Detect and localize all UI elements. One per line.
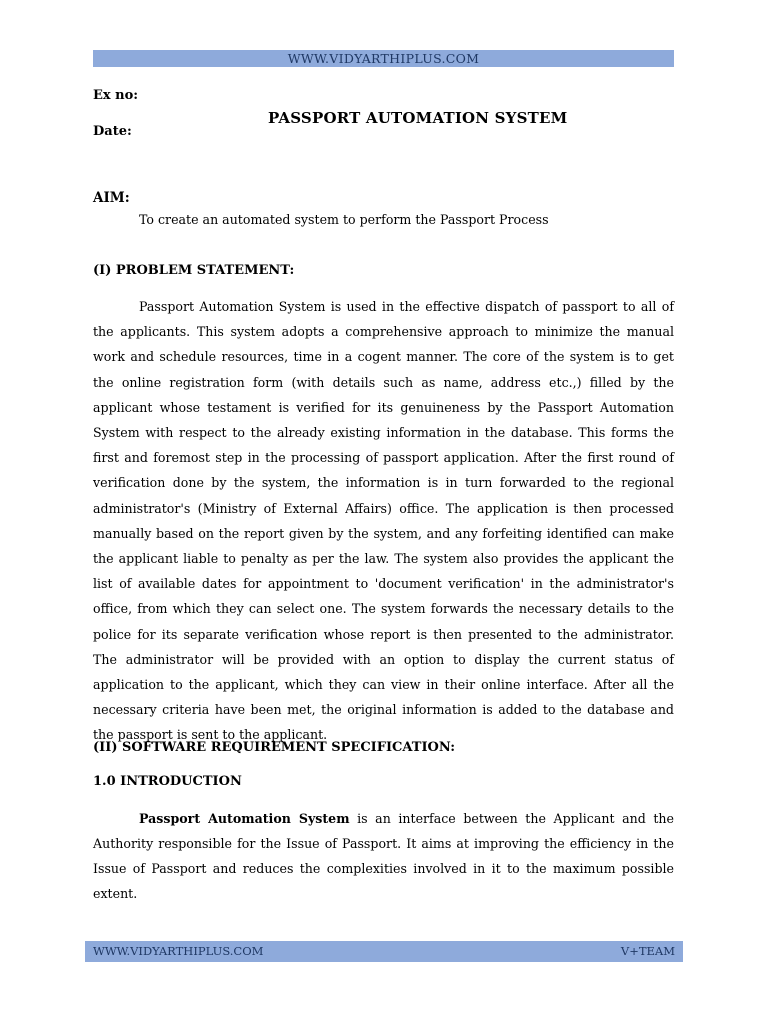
introduction-rest: is an interface between the Applicant and the Authority responsible for the Issue of Passport. It aims at improving the efficiency in the Issue of Passport and reduces the complexities involved in it to the maximum possible extent.: [93, 811, 674, 901]
header-banner: [93, 50, 674, 67]
aim-text: To create an automated system to perform the Passport Process: [139, 212, 549, 227]
footer-banner: [85, 941, 683, 962]
introduction-paragraph: [93, 806, 674, 906]
introduction-bold-lead: Passport Automation System: [139, 811, 350, 826]
footer-team: V+TEAM: [620, 944, 675, 958]
problem-statement-heading: (I) PROBLEM STATEMENT:: [93, 263, 295, 278]
srs-heading: (II) SOFTWARE REQUIREMENT SPECIFICATION:: [93, 740, 456, 755]
ex-no-label: Ex no:: [93, 88, 139, 103]
document-title: PASSPORT AUTOMATION SYSTEM: [268, 109, 568, 127]
header-banner-text: WWW.VIDYARTHIPLUS.COM: [287, 51, 480, 66]
problem-statement-paragraph: Passport Automation System is used in the effective dispatch of passport to all of the applicants. This system adopts a comprehensive approach to minimize the manual work and schedule resources, time in a cogent manner. The core of the system is to get the online registration form (with details such as name, address etc.,) filled by the applicant whose testament is verified for its genuineness by the Passport Automation System with respect to the already existing information in the database. This forms the first and foremost step in the processing of passport application. After the first round of verification done by the system, the information is in turn forwarded to the regional administrator's (Ministry of External Affairs) office. The application is then processed manually based on the report given by the system, and any forfeiting identified can make the applicant liable to penalty as per the law. The system also provides the applicant the list of available dates for appointment to 'document verification' in the administrator's office, from which they can select one. The system forwards the necessary details to the police for its separate verification whose report is then presented to the administrator. The administrator will be provided with an option to display the current status of application to the applicant, which they can view in their online interface. After all the necessary criteria have been met, the original information is added to the database and the passport is sent to the applicant.: [93, 299, 674, 743]
date-label: Date:: [93, 124, 132, 139]
footer-website: WWW.VIDYARTHIPLUS.COM: [93, 944, 264, 958]
aim-heading: AIM:: [93, 190, 130, 206]
introduction-heading: 1.0 INTRODUCTION: [93, 774, 242, 789]
